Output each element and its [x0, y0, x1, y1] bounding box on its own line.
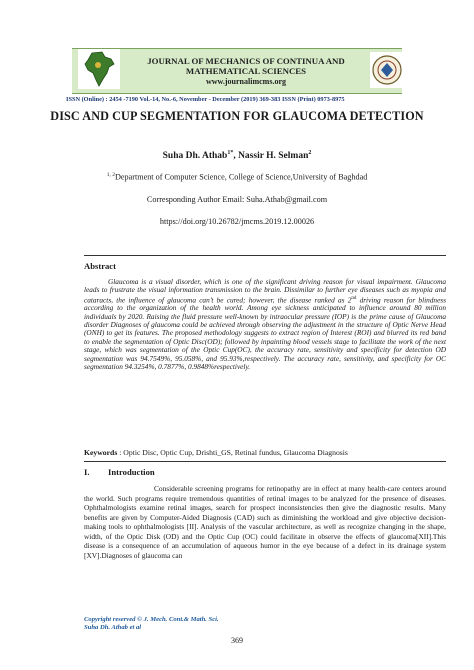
author-list [40, 150, 434, 161]
paper-title: DISC AND CUP SEGMENTATION FOR GLAUCOMA DETECTION [50, 109, 424, 123]
journal-seal-icon [370, 52, 404, 88]
page-number: 369 [231, 636, 243, 645]
journal-website-link[interactable]: www.journalimcms.org [206, 77, 286, 86]
abstract-text-part: Glaucoma is a visual disorder, which is one of the significant driving reason for visual impairment. Glaucoma leads to frustrate the visual information transmission to the brain. Dissimilar to further eye diseases such as myopia and cataracts, the influence of glaucoma can’t be cured; however, the disease ranked as 2 [84, 277, 446, 305]
journal-name: JOURNAL OF MECHANICS OF CONTINUA AND MATHEMATICAL SCIENCES [147, 56, 345, 76]
introduction-heading [84, 467, 155, 477]
author-name: Nassir H. Selman [238, 151, 309, 162]
section-divider [84, 255, 446, 256]
author-marker: 1* [227, 150, 234, 156]
affiliation-text: Department of Computer Science, College of Science,University of Baghdad [114, 172, 368, 182]
section-number: I. [84, 467, 90, 477]
ordinal-suffix: nd [351, 295, 357, 301]
abstract-heading: Abstract [84, 261, 116, 271]
affiliation [30, 172, 444, 182]
section-title: Introduction [108, 467, 155, 477]
introduction-text: Considerable screening programs for retinopathy are in effect at many health-care centers around the world. Such programs require tremendous quantities of retinal images to be analyzed for the presence of diseases. Ophthalmologists examine retinal images, search for prospect inconsistencies then give the diagnostic results. Many benefits are given by Computer-Aided Diagnosis (CAD) such as diminishing the workload and give objective decision-making tools to ophthalmologists [II]. Analysis of the vascular architecture, as well as recognize changing in the shape, width, of the Optic Disk (OD) and the Optic Cup (OC) could facilitate in observe the effects of glaucoma[XII].This disease is a consequence of an accumulation of aqueous humor in the eye because of a defect in its drainage system [XV].Diagnoses of glaucoma can [84, 484, 446, 560]
author-name: Suha Dh. Athab [162, 151, 228, 162]
copyright-line: Copyright reserved © J. Mech. Cont.& Math. Sci. [84, 616, 219, 623]
keywords-text: : Optic Disc, Optic Cup, Drishti_GS, Retinal fundus, Glaucoma Diagnosis [117, 448, 348, 457]
affiliation-marker: 1, 2 [106, 172, 115, 178]
abstract-text-part: driving reason for blindness according to the organization of the health world. Among eye sickness anticipated to influence around 80 million individuals by 2020. Raising the fluid pressure well-known by intraocular pressure (IOP) is the prime cause of Glaucoma disorder Diagnoses of glaucoma could be achieved through observing the adjustment in the structure of Optic Nerve Head (ONH) to get its features. The proposed methodology suggests to extract region of Interest (ROI) and blurred its red band to enable the segmentation of Optic Disc(OD); followed by inpainting blood vessels stage to facilitate the work of the next stage, which was segmentation of the Optic Cup(OC), the accuracy rate, sensitivity and specificity for detection OD segmentation was 94.7549%, 95.058%, and 95.93%,respectively. The accuracy rate, sensitivity, and specificity for OC segmentation 94.3254%, 0.7877%, 0.9848%respectively. [84, 295, 446, 371]
running-author-line: Suha Dh. Athab et al [84, 624, 142, 631]
author-marker: 2 [308, 150, 312, 156]
copyright-notice [84, 616, 219, 632]
keywords-line [84, 448, 446, 457]
keywords-label: Keywords [84, 448, 118, 457]
india-map-emblem-icon [78, 49, 120, 89]
corresponding-email: Corresponding Author Email: Suha.Athab@gmail.com [146, 195, 328, 204]
abstract-text [84, 278, 446, 371]
issn-volume-line: ISSN (Online) : 2454 -7190 Vol.-14, No.-6, November - December (2019) 369-383 ISSN (Print) 0973-8975 [66, 96, 345, 103]
section-divider [84, 461, 446, 462]
author-separator: , [233, 151, 239, 162]
doi-link[interactable]: https://doi.org/10.26782/jmcms.2019.12.00026 [159, 217, 315, 226]
